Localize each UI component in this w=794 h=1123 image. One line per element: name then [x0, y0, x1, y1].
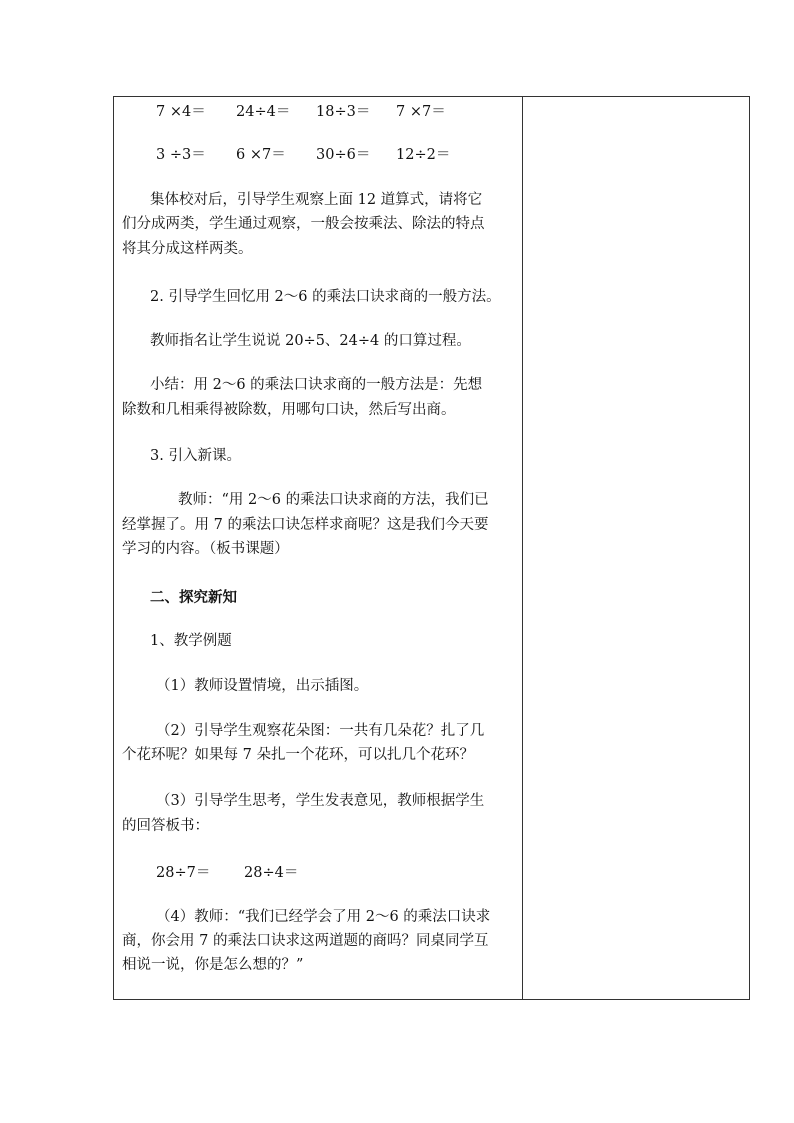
- equation: 24÷4＝: [236, 104, 291, 120]
- paragraph-line: 教师指名让学生说说 20÷5、24÷4 的口算过程。: [150, 333, 471, 349]
- list-item: 相说一说，你是怎么想的？”: [122, 957, 304, 973]
- list-item: （4）教师：“我们已经学会了用 2～6 的乘法口诀求: [156, 909, 491, 925]
- teacher-line: 学习的内容。（板书课题）: [122, 541, 289, 557]
- equation: 12÷2＝: [396, 147, 451, 163]
- equation: 7 ×7＝: [396, 104, 446, 120]
- paragraph-line: 集体校对后，引导学生观察上面 12 道算式，请将它: [150, 192, 483, 208]
- teacher-line: 经掌握了。用 7 的乘法口诀怎样求商呢？这是我们今天要: [122, 517, 489, 533]
- list-item: （1）教师设置情境，出示插图。: [156, 678, 369, 694]
- equation: 18÷3＝: [316, 104, 371, 120]
- paragraph-line: 们分成两类，学生通过观察，一般会按乘法、除法的特点: [122, 216, 485, 232]
- list-item: 商，你会用 7 的乘法口诀求这两道题的商吗？同桌同学互: [122, 933, 489, 949]
- equation: 7 ×4＝: [156, 104, 206, 120]
- list-item: （3）引导学生思考，学生发表意见，教师根据学生: [156, 793, 485, 809]
- equation: 28÷7＝: [156, 865, 211, 881]
- step-2: 2. 引导学生回忆用 2～6 的乘法口诀求商的一般方法。: [150, 289, 501, 305]
- equations-row-1: [156, 101, 466, 124]
- list-item: （2）引导学生观察花朵图：一共有几朵花？扎了几: [156, 723, 485, 739]
- equations-row-3: [156, 862, 324, 885]
- equations-row-2: [156, 144, 466, 167]
- teacher-line: 教师：“用 2～6 的乘法口诀求商的方法，我们已: [178, 492, 489, 508]
- list-item: 个花环呢？如果每 7 朵扎一个花环，可以扎几个花环？: [122, 747, 474, 763]
- equation: 3 ÷3＝: [156, 147, 206, 163]
- equation: 30÷6＝: [316, 147, 371, 163]
- right-cell: [523, 97, 749, 999]
- lesson-table: [113, 96, 750, 1000]
- equation: 6 ×7＝: [236, 147, 286, 163]
- list-item: 的回答板书：: [122, 818, 209, 834]
- step-3: 3. 引入新课。: [150, 448, 241, 464]
- paragraph-line: 将其分成这样两类。: [122, 241, 253, 257]
- sub-heading: 1、教学例题: [150, 633, 232, 649]
- equation: 28÷4＝: [244, 865, 299, 881]
- summary-line: 小结：用 2～6 的乘法口诀求商的一般方法是：先想: [150, 377, 483, 393]
- summary-line: 除数和几相乘得被除数，用哪句口诀，然后写出商。: [122, 402, 456, 418]
- section-heading: 二、探究新知: [150, 589, 237, 606]
